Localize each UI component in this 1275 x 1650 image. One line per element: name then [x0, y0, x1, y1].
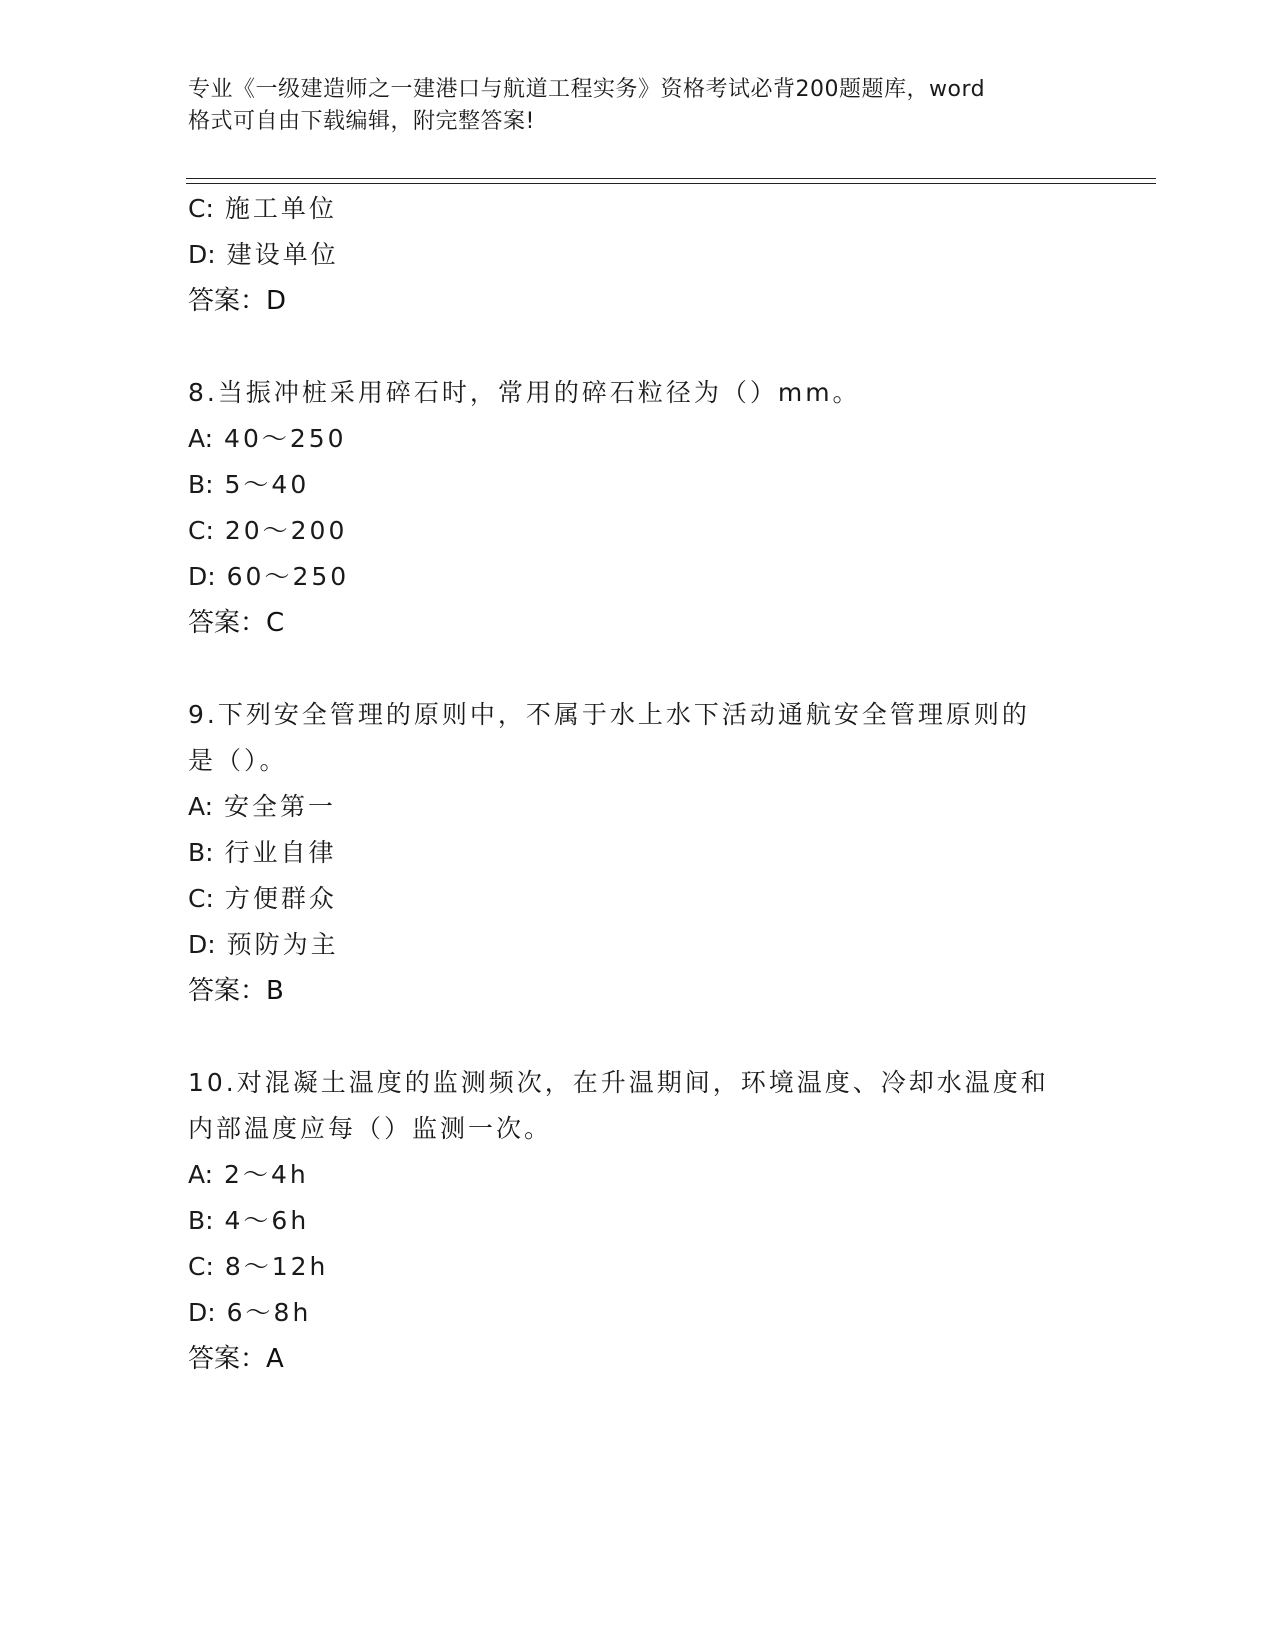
option-key: B:	[188, 1206, 214, 1235]
option-d	[188, 554, 1088, 600]
option-key: D:	[188, 930, 216, 959]
option-c	[188, 186, 1088, 232]
question-stem: 10.对混凝土温度的监测频次，在升温期间，环境温度、冷却水温度和	[188, 1068, 1049, 1097]
option-d	[188, 922, 1088, 968]
question-9	[188, 692, 1088, 1014]
question-10	[188, 1060, 1088, 1382]
option-text: 预防为主	[226, 930, 339, 959]
option-key: D:	[188, 240, 216, 269]
option-b	[188, 830, 1088, 876]
option-text: 建设单位	[226, 240, 339, 269]
answer-line	[188, 278, 1088, 324]
option-text: 方便群众	[224, 884, 337, 913]
header-divider-bottom	[186, 183, 1156, 184]
option-b	[188, 462, 1088, 508]
partial-question	[188, 186, 1088, 324]
option-c	[188, 1244, 1088, 1290]
answer-label: 答案：	[188, 608, 267, 638]
option-key: B:	[188, 470, 214, 499]
option-key: D:	[188, 562, 216, 591]
document-header	[188, 74, 1068, 138]
question-stem: 9.下列安全管理的原则中，不属于水上水下活动通航安全管理原则的	[188, 700, 1030, 729]
option-a	[188, 416, 1088, 462]
option-text: 6～8h	[226, 1298, 312, 1327]
spacer	[188, 1014, 1088, 1060]
answer-label: 答案：	[188, 1344, 267, 1374]
option-a	[188, 784, 1088, 830]
option-b	[188, 1198, 1088, 1244]
header-divider-top	[186, 178, 1156, 179]
option-a	[188, 1152, 1088, 1198]
option-key: C:	[188, 516, 214, 545]
option-key: C:	[188, 194, 214, 223]
option-text: 60～250	[226, 562, 350, 591]
option-key: A:	[188, 424, 214, 453]
option-d	[188, 1290, 1088, 1336]
answer-value: D	[266, 286, 287, 316]
option-text: 行业自律	[224, 838, 337, 867]
option-text: 2～4h	[224, 1160, 309, 1189]
option-text: 8～12h	[224, 1252, 329, 1281]
option-text: 5～40	[224, 470, 310, 499]
spacer	[188, 646, 1088, 692]
option-key: C:	[188, 1252, 214, 1281]
header-line-2: 格式可自由下载编辑，附完整答案!	[188, 109, 535, 134]
option-key: C:	[188, 884, 214, 913]
option-c	[188, 876, 1088, 922]
answer-line	[188, 1336, 1088, 1382]
question-stem-continued: 内部温度应每（）监测一次。	[188, 1114, 553, 1143]
answer-label: 答案：	[188, 286, 267, 316]
option-text: 安全第一	[224, 792, 337, 821]
answer-value: C	[266, 608, 285, 638]
option-text: 施工单位	[224, 194, 337, 223]
option-key: B:	[188, 838, 214, 867]
option-text: 20～200	[224, 516, 348, 545]
question-stem-continued: 是（）。	[188, 746, 288, 775]
question-list	[188, 186, 1088, 1382]
answer-line	[188, 600, 1088, 646]
question-8	[188, 370, 1088, 646]
option-text: 4～6h	[224, 1206, 310, 1235]
header-line-1: 专业《一级建造师之一建港口与航道工程实务》资格考试必背200题题库，word	[188, 77, 986, 102]
option-key: D:	[188, 1298, 216, 1327]
answer-line	[188, 968, 1088, 1014]
option-c	[188, 508, 1088, 554]
answer-label: 答案：	[188, 976, 267, 1006]
option-text: 40～250	[224, 424, 347, 453]
option-d	[188, 232, 1088, 278]
question-stem: 8.当振冲桩采用碎石时，常用的碎石粒径为（）mm。	[188, 378, 861, 407]
answer-value: B	[266, 976, 284, 1006]
spacer	[188, 324, 1088, 370]
option-key: A:	[188, 1160, 214, 1189]
answer-value: A	[266, 1344, 284, 1374]
option-key: A:	[188, 792, 214, 821]
